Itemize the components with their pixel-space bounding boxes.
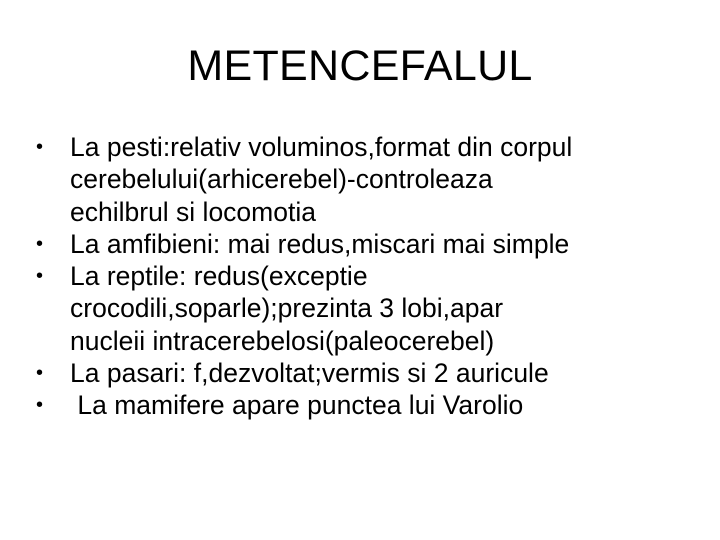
bullet-text-line: cerebelului(arhicerebel)-controleaza [70,164,493,195]
bullet-text-line: crocodili,soparle);prezinta 3 lobi,apar [70,293,504,324]
bullet-item [36,389,696,421]
bullet-text-line: La mamifere apare punctea lui Varolio [70,390,524,421]
bullet-icon: • [36,265,44,288]
bullet-text-line: La amfibieni: mai redus,miscari mai simple [70,228,570,259]
bullet-text-line: La pesti:relativ voluminos,format din corpul [70,132,573,162]
bullet-icon: • [36,232,44,255]
bullet-item [36,357,696,389]
bullet-text-line: echilbrul si locomotia [70,196,316,227]
bullet-text-line: nucleii intracerebelosi(paleocerebel) [70,325,495,356]
bullet-icon: • [36,394,44,417]
bullet-icon: • [36,362,44,385]
bullet-item [36,131,696,228]
bullet-item [36,228,696,260]
slide-title: METENCEFALUL [187,42,533,90]
bullet-text-line: La pasari: f,dezvoltat;vermis si 2 auricule [70,358,549,389]
bullet-item [36,260,696,357]
bullet-text-line: La reptile: redus(exceptie [70,261,368,292]
bullet-icon: • [36,136,44,158]
bullet-list [36,131,696,422]
